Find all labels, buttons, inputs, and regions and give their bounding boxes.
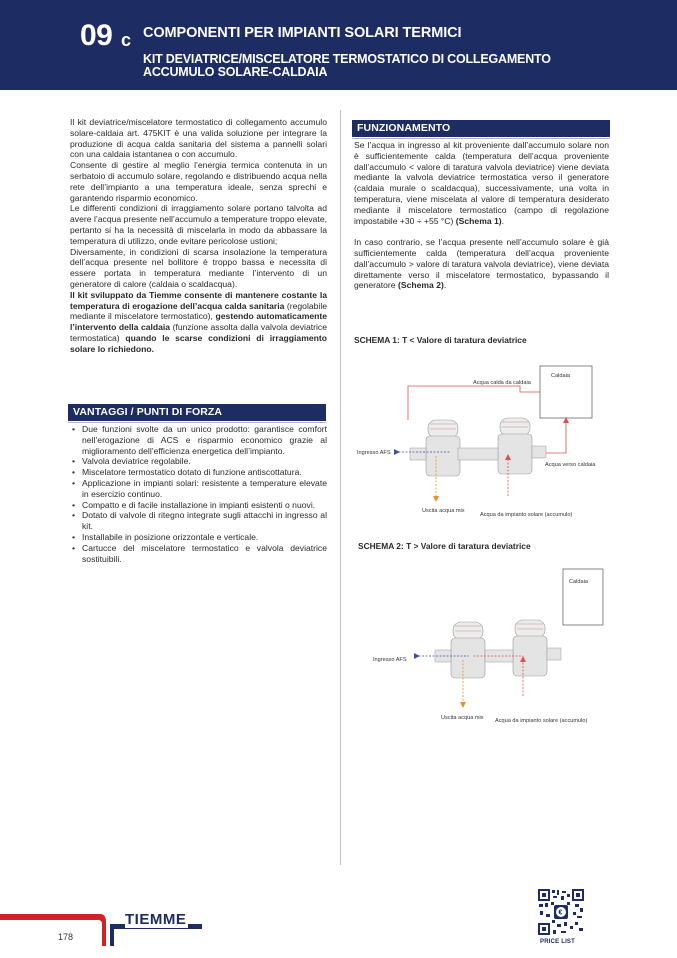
qr-label: PRICE LIST bbox=[540, 939, 576, 945]
mix-out-arrow bbox=[460, 702, 466, 708]
cold-inlet-arrow bbox=[394, 449, 400, 455]
subtitle-line-2: ACCUMULO SOLARE-CALDAIA bbox=[143, 65, 328, 79]
operation-text bbox=[354, 140, 609, 291]
cold-inlet-arrow bbox=[414, 653, 420, 659]
list-item: • Dotato di valvole di ritegno integrate sugli attacchi in ingresso al kit. bbox=[70, 510, 327, 532]
operation-paragraph bbox=[354, 237, 609, 291]
intro-paragraph bbox=[70, 290, 327, 355]
intro-paragraph: Le differenti condizioni di irraggiamento solare portano talvolta ad avere l’acqua presente nell’accumulo a temperature troppo elevate, pertanto si ha la necessità di miscelarla in modo da abbassare la temperatura di utilizzo, onde evitare pericolose ustioni; bbox=[70, 203, 327, 246]
mix-out-arrow bbox=[433, 496, 439, 502]
operation-text-span: . bbox=[443, 280, 447, 291]
advantages-heading: VANTAGGI / PUNTI DI FORZA bbox=[68, 404, 326, 421]
connector-pipe bbox=[458, 448, 498, 460]
list-item: • Due funzioni svolte da un unico prodotto: garantisce comfort nell’erogazione di ACS e risparmio economico grazie al miglioramento dell’efficienza energetica dell’impianto. bbox=[70, 424, 327, 456]
boiler-box bbox=[563, 569, 603, 625]
intro-bold-text: quando le scarse condizioni di irraggiamento solare lo richiedono. bbox=[70, 332, 327, 354]
intro-paragraph: Il kit deviatrice/miscelatore termostatico di collegamento accumulo solare-caldaia art. 475KIT è una valida soluzione per integrare la produzione di acqua calda sanitaria del sistema a pannelli solari con una caldaia istantanea o con accumulo. bbox=[70, 117, 327, 160]
mixer-valve bbox=[426, 420, 460, 476]
page-title: COMPONENTI PER IMPIANTI SOLARI TERMICI bbox=[143, 25, 462, 41]
footer-swoosh bbox=[92, 914, 124, 946]
intro-bold-text: gestendo automaticamente l’intervento della caldaia bbox=[70, 311, 327, 333]
to-boiler-label: Acqua verso caldaia bbox=[545, 462, 596, 468]
mixer-valve bbox=[451, 622, 485, 678]
price-list-qr-code[interactable] bbox=[537, 888, 585, 936]
operation-text-span: Se l’acqua in ingresso al kit proveniente dall’accumulo solare non è sufficientemente calda (temperatura dell’acqua proveniente dall’accumulo < valore di taratura valvola deviatrice) viene deviata mediante la valvola deviatrice termostatica verso il generatore (caldaia murale o scaldacqua), successivamente, una volta in temperatura, viene miscelata al valore di temperatura desiderato mediante il miscelatore termostatico (campo di regolazione impostabile +30 ÷ +55 °C) bbox=[354, 140, 609, 226]
diverter-valve bbox=[498, 418, 532, 474]
section-letter: c bbox=[121, 30, 132, 50]
column-divider bbox=[340, 110, 341, 865]
intro-text bbox=[70, 117, 327, 355]
page-number: 178 bbox=[58, 932, 74, 942]
schema-ref: (Schema 2) bbox=[397, 280, 444, 291]
schema-1-title: SCHEMA 1: T < Valore di taratura deviatrice bbox=[354, 335, 527, 345]
svg-text:€: € bbox=[558, 909, 563, 917]
section-number: 09 bbox=[80, 19, 113, 52]
mix-out-label: Uscita acqua mix bbox=[422, 508, 465, 514]
intro-text-span: (funzione assolta dalla valvola deviatrice termostatica) bbox=[70, 322, 327, 343]
page-header bbox=[0, 0, 677, 90]
inlet-fitting bbox=[410, 448, 426, 460]
diverter-valve bbox=[513, 620, 547, 676]
list-item: • Cartucce del miscelatore termostatico e valvola deviatrice sostituibili. bbox=[70, 543, 327, 565]
list-item: • Miscelatore termostatico dotato di funzione antiscottatura. bbox=[70, 467, 327, 478]
schema-2-diagram bbox=[355, 562, 615, 727]
cold-inlet-label: Ingresso AFS bbox=[373, 657, 407, 663]
outlet-fitting bbox=[532, 446, 546, 458]
schema-2-title: SCHEMA 2: T > Valore di taratura deviatrice bbox=[358, 541, 531, 551]
schema-ref: (Schema 1) bbox=[455, 215, 502, 226]
page-subtitle bbox=[143, 53, 573, 79]
intro-paragraph: Diversamente, in condizioni di scarsa insolazione la temperatura dell’acqua presente nel bollitore è troppo bassa e necessita di essere portata in temperatura mediante l’intervento di un generatore di calore (caldaia o scaldacqua). bbox=[70, 246, 327, 289]
list-item: • Installabile in posizione orizzontale e verticale. bbox=[70, 532, 327, 543]
list-item: • Valvola deviatrice regolabile. bbox=[70, 456, 327, 467]
schema-1-diagram bbox=[350, 360, 610, 525]
operation-paragraph bbox=[354, 140, 609, 226]
advantages-list bbox=[70, 424, 327, 564]
hot-from-boiler-label: Acqua calda da caldaia bbox=[473, 380, 531, 386]
intro-text-span: (regolabile mediante il miscelatore termostatico), bbox=[70, 300, 328, 322]
mix-out-label: Uscita acqua mix bbox=[441, 715, 484, 721]
intro-bold-text: Il kit sviluppato da Tiemme consente di mantenere costante la temperatura di erogazione dell’acqua calda sanitaria bbox=[70, 289, 327, 311]
cold-inlet-label: Ingresso AFS bbox=[357, 450, 391, 456]
solar-in-label: Acqua da impianto solare (accumulo) bbox=[495, 718, 588, 724]
boiler-label: Caldaia bbox=[551, 373, 570, 379]
solar-in-label: Acqua da impianto solare (accumulo) bbox=[480, 512, 573, 518]
subtitle-line-1: KIT DEVIATRICE/MISCELATORE TERMOSTATICO DI COLLEGAMENTO bbox=[143, 52, 551, 66]
boiler-label: Caldaia bbox=[569, 579, 588, 585]
brand-logo: TIEMME bbox=[125, 911, 187, 928]
footer-red-bar bbox=[0, 914, 100, 920]
list-item: • Applicazione in impianti solari: resistente a temperature elevate in esercizio continuo. bbox=[70, 478, 327, 500]
outlet-fitting bbox=[547, 648, 561, 660]
list-item: • Compatto e di facile installazione in impianti esistenti o nuovi. bbox=[70, 500, 327, 511]
hot-from-boiler-line bbox=[408, 386, 540, 420]
operation-heading: FUNZIONAMENTO bbox=[352, 120, 610, 137]
intro-paragraph: Consente di gestire al meglio l’energia termica contenuta in un serbatoio di accumulo solare, regolando e distribuendo acqua nella rete dell’impianto a una temperatura ideale, senza sprechi e garantendo risparmio economico. bbox=[70, 160, 327, 203]
operation-text-span: In caso contrario, se l’acqua presente nell’accumulo solare è già sufficientemente calda (temperatura dell’acqua proveniente dall’accumulo > valore di taratura valvola deviatrice), viene deviata direttamente verso il miscelatore termostatico, bypassando il generatore bbox=[354, 237, 609, 291]
operation-text-span: . bbox=[501, 215, 505, 226]
